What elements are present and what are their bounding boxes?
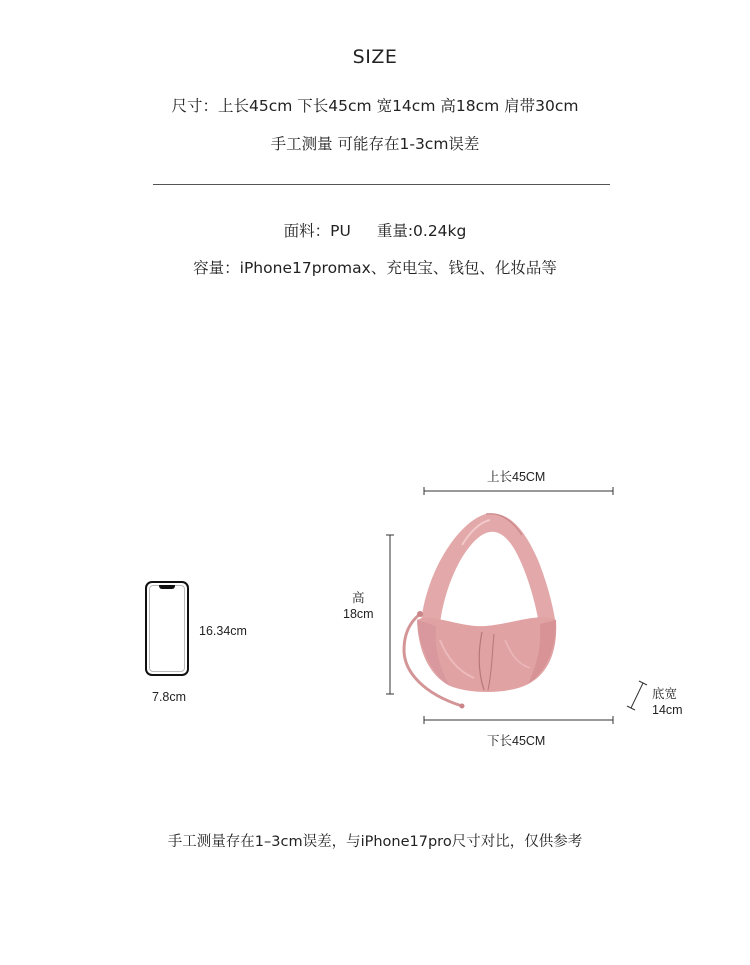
phone-width-label: 7.8cm xyxy=(152,690,187,704)
height-label-value: 18cm xyxy=(343,607,374,621)
bag-strap xyxy=(421,513,556,630)
base-width-label-title: 底宽 xyxy=(652,687,678,701)
base-width-label-value: 14cm xyxy=(652,703,683,717)
bottom-length-label: 下长45CM xyxy=(487,734,546,748)
bottom-length-line xyxy=(424,716,613,724)
page-title: SIZE xyxy=(352,46,398,68)
pink-hobo-bag-image xyxy=(404,513,556,708)
material-text: 面料：PU xyxy=(283,222,351,240)
phone-height-label: 16.34cm xyxy=(199,624,247,638)
weight-text: 重量:0.24kg xyxy=(376,222,467,240)
height-label-title: 高 xyxy=(352,591,365,605)
top-length-line xyxy=(424,487,613,495)
footer-comparison-note: 手工测量存在1–3cm误差，与iPhone17pro尺寸对比，仅供参考 xyxy=(167,834,583,850)
base-width-label xyxy=(652,686,683,718)
size-dimensions-text: 尺寸：上长45cm 下长45cm 宽14cm 高18cm 肩带30cm xyxy=(171,97,579,115)
top-length-label: 上长45CM xyxy=(487,470,546,484)
base-width-line xyxy=(627,681,647,710)
height-label xyxy=(343,590,374,622)
capacity-text: 容量：iPhone17promax、充电宝、钱包、化妆品等 xyxy=(193,259,557,277)
height-line xyxy=(386,535,394,694)
bag-body xyxy=(417,617,556,692)
measurement-error-note: 手工测量 可能存在1-3cm误差 xyxy=(270,135,480,153)
